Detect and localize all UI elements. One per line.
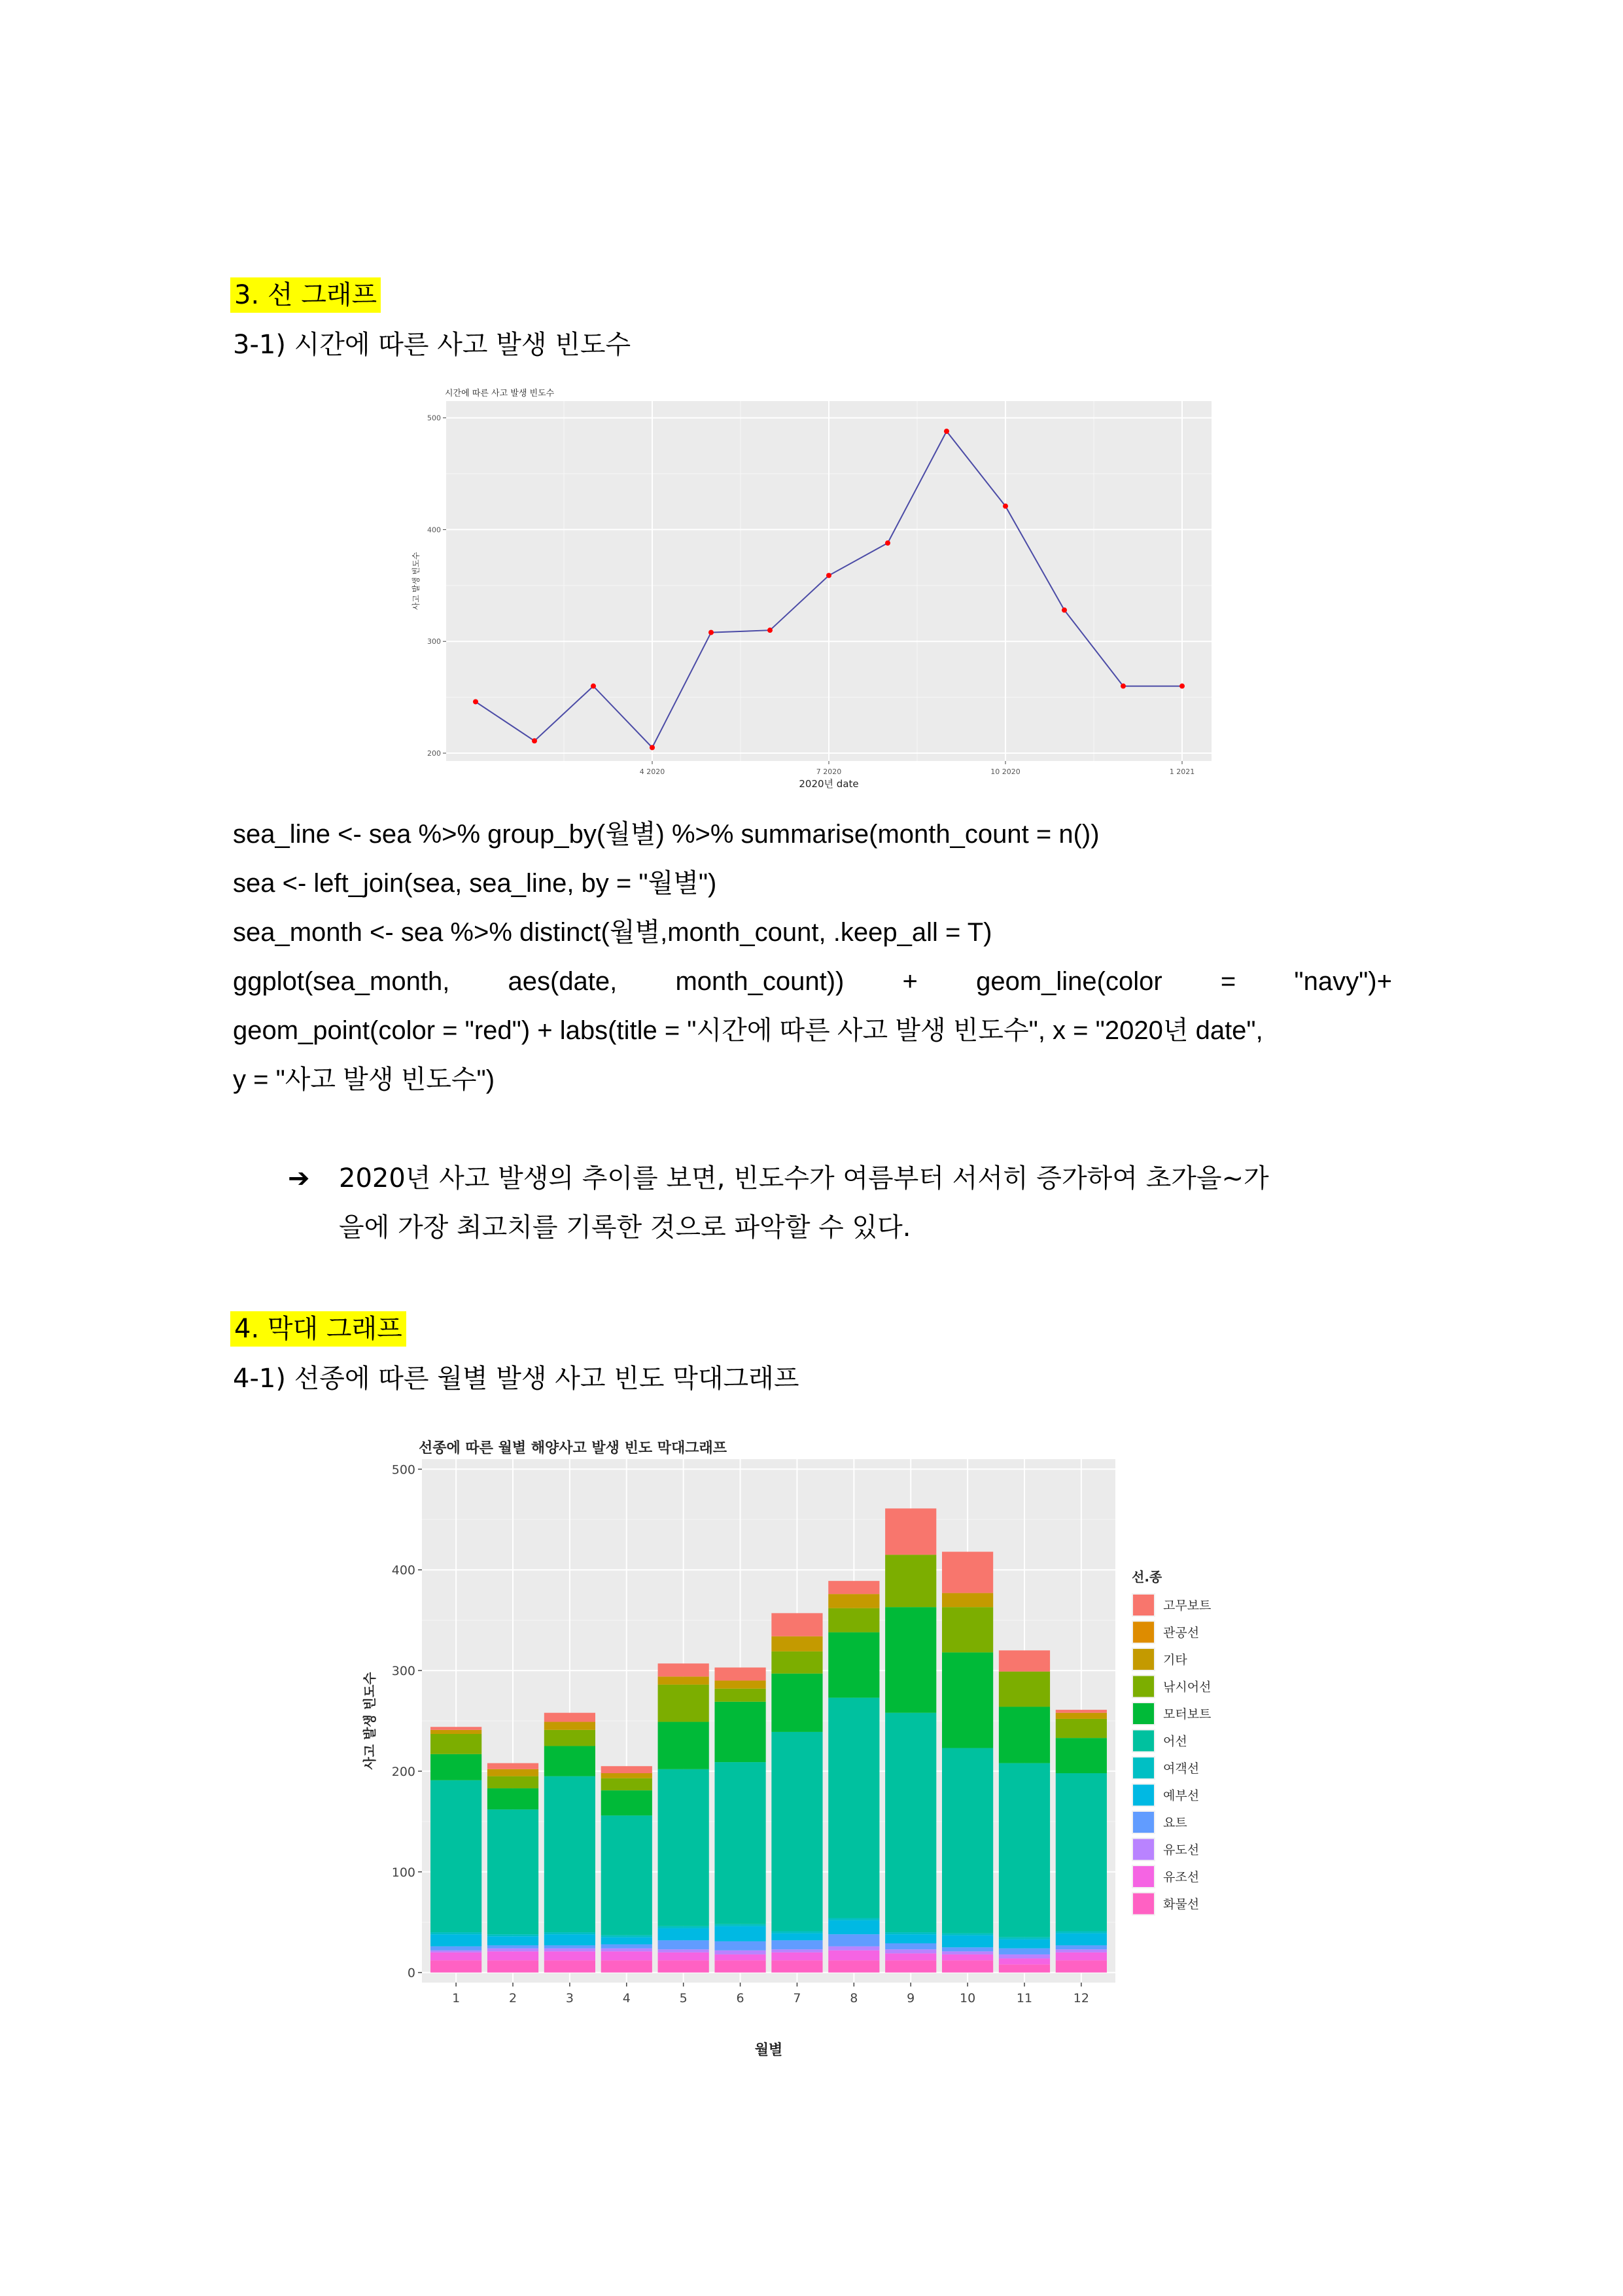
bar-segment (714, 1941, 765, 1951)
code-word: = (1220, 967, 1236, 996)
legend-swatch (1133, 1703, 1154, 1724)
bar-segment (1056, 1719, 1107, 1738)
bar-segment (714, 1954, 765, 1960)
bar-segment (487, 1763, 538, 1769)
legend-swatch (1133, 1622, 1154, 1643)
bar-segment (544, 1945, 595, 1949)
bar-segment (544, 1746, 595, 1776)
conclusion-line-1: 2020년 사고 발생의 추이를 보면, 빈도수가 여름부터 서서히 증가하여 초가을~가 (339, 1163, 1269, 1193)
section-4-heading: 4. 막대 그래프 (230, 1311, 406, 1347)
code-line-3: sea_month <- sea %>% distinct(월별,month_count, .keep_all = T) (233, 918, 992, 947)
bar-segment (999, 1706, 1050, 1763)
bar-segment (942, 1552, 993, 1593)
code-line-6: y = "사고 발생 빈도수") (233, 1065, 495, 1094)
legend-swatch (1133, 1839, 1154, 1860)
bar-segment (658, 1676, 709, 1684)
legend-swatch (1133, 1785, 1154, 1806)
bar-segment (544, 1951, 595, 1960)
y-tick-label: 400 (427, 525, 441, 535)
bar-segment (487, 1960, 538, 1972)
bar-segment (487, 1769, 538, 1776)
legend-swatch (1133, 1649, 1154, 1670)
bar-segment (828, 1947, 879, 1951)
bar-segment (714, 1951, 765, 1954)
bar-segment (828, 1608, 879, 1633)
x-tick-label: 4 2020 (639, 768, 665, 776)
data-point (708, 630, 714, 635)
bar-segment (1056, 1710, 1107, 1713)
bar-segment (1056, 1960, 1107, 1972)
data-point (591, 684, 596, 689)
bar-segment (430, 1952, 481, 1960)
bar-segment (771, 1952, 822, 1960)
bar-segment (942, 1954, 993, 1960)
data-point (473, 699, 478, 704)
bar-segment (999, 1937, 1050, 1939)
bar-segment (771, 1674, 822, 1732)
bar-segment (658, 1685, 709, 1722)
legend-label: 유도선 (1163, 1843, 1200, 1858)
bar-segment (942, 1652, 993, 1748)
section-3-heading: 3. 선 그래프 (230, 277, 381, 313)
bar-segment (1056, 1945, 1107, 1949)
bar-segment (430, 1960, 481, 1972)
bar-segment (828, 1918, 879, 1920)
data-point (1179, 684, 1185, 689)
x-tick-label: 4 (622, 1991, 631, 2005)
legend-label: 낚시어선 (1163, 1680, 1212, 1695)
legend-swatch (1133, 1757, 1154, 1778)
bar-segment (430, 1947, 481, 1951)
bar-segment (487, 1936, 538, 1945)
bar-segment (1056, 1773, 1107, 1932)
bar-segment (658, 1952, 709, 1960)
y-tick-label: 300 (391, 1664, 415, 1679)
legend-swatch (1133, 1812, 1154, 1833)
bar-segment (714, 1667, 765, 1680)
y-tick-label: 300 (427, 637, 441, 646)
y-tick-label: 200 (391, 1764, 415, 1779)
bar-segment (487, 1776, 538, 1788)
bar-segment (942, 1607, 993, 1652)
bar-segment (999, 1650, 1050, 1671)
bar-segment (658, 1949, 709, 1952)
code-line-5: geom_point(color = "red") + labs(title = "시간에 따른 사고 발생 빈도수", x = "2020년 date", (233, 1016, 1263, 1045)
bar-chart-ylabel: 사고 발생 빈도수 (362, 1672, 377, 1770)
legend-label: 관공선 (1163, 1625, 1200, 1640)
bar-segment (601, 1935, 652, 1937)
conclusion-line-2: 을에 가장 최고치를 기록한 것으로 파악할 수 있다. (339, 1212, 911, 1243)
bar-segment (771, 1949, 822, 1952)
x-tick-label: 1 2021 (1169, 768, 1195, 776)
legend-label: 어선 (1163, 1734, 1187, 1749)
bar-segment (487, 1788, 538, 1809)
bar-segment (942, 1934, 993, 1935)
bar-segment (828, 1920, 879, 1935)
x-tick-label: 5 (679, 1991, 688, 2005)
bar-segment (544, 1932, 595, 1934)
bar-segment (714, 1924, 765, 1926)
bar-segment (658, 1769, 709, 1926)
bar-segment (544, 1949, 595, 1952)
bar-segment (885, 1555, 936, 1607)
bar-chart-xlabel: 월별 (754, 2042, 783, 2058)
bar-segment (601, 1790, 652, 1815)
bar-segment (430, 1727, 481, 1730)
code-word: "navy")+ (1294, 967, 1392, 996)
bar-segment (885, 1934, 936, 1943)
code-word: aes(date, (508, 967, 618, 996)
bar-segment (885, 1932, 936, 1934)
bar-segment (885, 1508, 936, 1555)
bar-segment (601, 1951, 652, 1960)
bar-segment (487, 1951, 538, 1960)
bar-segment (828, 1633, 879, 1698)
bar-segment (828, 1934, 879, 1946)
data-point (885, 540, 890, 546)
bar-segment (885, 1607, 936, 1713)
bar-segment (885, 1943, 936, 1949)
bar-segment (771, 1732, 822, 1932)
x-tick-label: 12 (1073, 1991, 1089, 2005)
bar-chart (360, 1426, 1243, 2068)
x-tick-label: 7 2020 (816, 768, 842, 776)
bar-segment (714, 1680, 765, 1688)
bar-segment (771, 1940, 822, 1949)
bar-segment (544, 1713, 595, 1722)
bar-chart-title: 선종에 따른 월별 해양사고 발생 빈도 막대그래프 (419, 1440, 727, 1457)
legend-swatch (1133, 1866, 1154, 1887)
bar-segment (714, 1689, 765, 1702)
bar-segment (430, 1780, 481, 1932)
bar-segment (828, 1960, 879, 1972)
bar-segment (430, 1730, 481, 1734)
x-tick-label: 6 (736, 1991, 744, 2005)
x-tick-label: 1 (452, 1991, 461, 2005)
x-tick-label: 3 (565, 1991, 574, 2005)
bar-segment (487, 1934, 538, 1936)
bar-segment (942, 1951, 993, 1954)
code-line-4 (233, 957, 1392, 1006)
bar-segment (1056, 1952, 1107, 1960)
bar-segment (544, 1776, 595, 1932)
bar-segment (658, 1926, 709, 1928)
code-line-2: sea <- left_join(sea, sea_line, by = "월별") (233, 869, 717, 898)
legend-label: 요트 (1163, 1816, 1187, 1830)
bar-segment (1056, 1738, 1107, 1773)
legend-swatch (1133, 1731, 1154, 1752)
bar-segment (771, 1651, 822, 1674)
data-point (1062, 607, 1067, 612)
bar-segment (828, 1951, 879, 1960)
bar-segment (885, 1949, 936, 1953)
line-chart (406, 383, 1230, 802)
legend-swatch (1133, 1894, 1154, 1915)
line-chart-title: 시간에 따른 사고 발생 빈도수 (445, 389, 555, 398)
bar-segment (1056, 1934, 1107, 1945)
x-tick-label: 11 (1016, 1991, 1033, 2005)
bar-segment (1056, 1949, 1107, 1952)
line-chart-ylabel: 사고 발생 빈도수 (411, 552, 421, 610)
bar-segment (942, 1935, 993, 1947)
bar-segment (771, 1932, 822, 1934)
bar-segment (714, 1762, 765, 1924)
legend-label: 기타 (1163, 1653, 1187, 1667)
bar-segment (601, 1949, 652, 1952)
section-4-1-subheading: 4-1) 선종에 따른 월별 발생 사고 빈도 막대그래프 (233, 1364, 799, 1394)
line-chart-xlabel: 2020년 date (799, 778, 859, 790)
bar-segment (487, 1949, 538, 1952)
data-point (944, 429, 949, 434)
bar-segment (658, 1928, 709, 1940)
bar-segment (999, 1949, 1050, 1954)
code-word: ggplot(sea_month, (233, 967, 450, 996)
bar-segment (771, 1934, 822, 1941)
arrow-right-icon: ➔ (288, 1163, 310, 1193)
bar-segment (601, 1816, 652, 1935)
bar-segment (430, 1932, 481, 1934)
x-tick-label: 7 (793, 1991, 801, 2005)
bar-segment (544, 1960, 595, 1972)
bar-segment (771, 1960, 822, 1972)
bar-segment (999, 1939, 1050, 1949)
legend-label: 유조선 (1163, 1870, 1200, 1884)
code-line-1: sea_line <- sea %>% group_by(월별) %>% summarise(month_count = n()) (233, 820, 1100, 849)
bar-segment (1056, 1713, 1107, 1719)
y-tick-label: 500 (391, 1462, 415, 1477)
data-point (767, 627, 773, 633)
bar-segment (885, 1960, 936, 1972)
legend-label: 모터보트 (1163, 1707, 1212, 1722)
legend-label: 예부선 (1163, 1788, 1200, 1803)
bar-segment (601, 1766, 652, 1773)
x-tick-label: 8 (850, 1991, 858, 2005)
bar-segment (1056, 1932, 1107, 1934)
conclusion-text (339, 1154, 1386, 1252)
data-point (650, 745, 655, 751)
x-tick-label: 10 (960, 1991, 976, 2005)
bar-segment (942, 1593, 993, 1608)
bar-segment (999, 1954, 1050, 1958)
bar-segment (942, 1748, 993, 1934)
bar-segment (771, 1636, 822, 1651)
bar-segment (942, 1947, 993, 1951)
legend-label: 화물선 (1163, 1897, 1200, 1912)
bar-segment (601, 1960, 652, 1972)
bar-segment (885, 1953, 936, 1960)
bar-segment (771, 1613, 822, 1636)
conclusion-bullet (288, 1154, 1400, 1259)
y-tick-label: 100 (391, 1865, 415, 1880)
code-word: month_count)) (675, 967, 845, 996)
legend-title: 선.종 (1132, 1569, 1162, 1585)
bar-segment (714, 1926, 765, 1941)
data-point (1003, 504, 1008, 509)
data-point (1121, 684, 1126, 689)
section-3-1-subheading: 3-1) 시간에 따른 사고 발생 빈도수 (233, 330, 631, 360)
legend-swatch (1133, 1595, 1154, 1616)
bar-segment (544, 1934, 595, 1945)
bar-segment (942, 1960, 993, 1972)
bar-segment (714, 1702, 765, 1762)
bar-segment (544, 1730, 595, 1746)
x-tick-label: 2 (508, 1991, 517, 2005)
bar-segment (430, 1934, 481, 1946)
x-tick-label: 10 2020 (990, 768, 1021, 776)
x-tick-label: 9 (907, 1991, 915, 2005)
bar-segment (658, 1722, 709, 1769)
bar-segment (658, 1960, 709, 1972)
y-tick-label: 400 (391, 1563, 415, 1578)
bar-segment (601, 1778, 652, 1790)
bar-segment (828, 1581, 879, 1594)
bar-segment (430, 1754, 481, 1780)
legend-swatch (1133, 1676, 1154, 1697)
bar-segment (828, 1698, 879, 1918)
data-point (532, 738, 537, 743)
bar-segment (658, 1940, 709, 1949)
bar-segment (999, 1672, 1050, 1707)
y-tick-label: 0 (407, 1966, 415, 1981)
bar-segment (601, 1945, 652, 1949)
y-tick-label: 500 (427, 414, 441, 423)
code-block (233, 810, 1392, 1104)
bar-segment (430, 1734, 481, 1754)
y-tick-label: 200 (427, 749, 441, 758)
bar-segment (999, 1763, 1050, 1937)
legend-label: 여객선 (1163, 1761, 1200, 1776)
bar-segment (714, 1960, 765, 1972)
bar-segment (601, 1937, 652, 1945)
bar-segment (999, 1958, 1050, 1964)
bar-segment (487, 1809, 538, 1934)
legend-label: 고무보트 (1163, 1598, 1212, 1613)
data-point (826, 573, 831, 578)
bar-segment (658, 1663, 709, 1676)
bar-segment (601, 1773, 652, 1778)
bar-segment (999, 1964, 1050, 1972)
bar-segment (885, 1713, 936, 1932)
code-word: + (902, 967, 918, 996)
bar-segment (430, 1951, 481, 1952)
bar-segment (544, 1722, 595, 1730)
bar-segment (487, 1945, 538, 1949)
bar-segment (828, 1594, 879, 1608)
code-word: geom_line(color (976, 967, 1162, 996)
